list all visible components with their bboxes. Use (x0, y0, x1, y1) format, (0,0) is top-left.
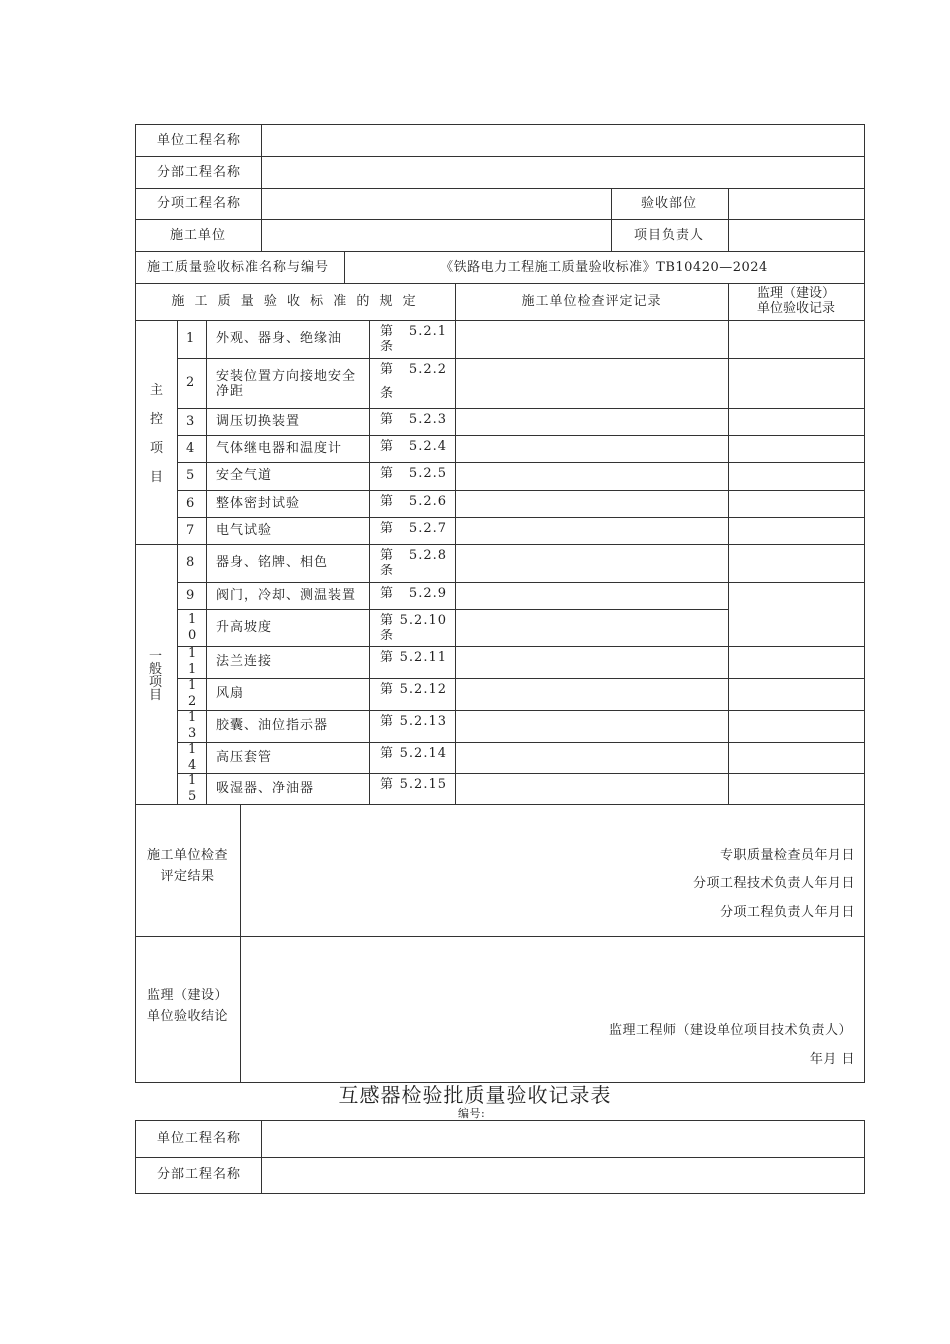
row-number: 9 (186, 587, 196, 603)
main-control-group-label: 项 (150, 441, 165, 456)
row-number: 1 (186, 331, 196, 346)
table-border (177, 320, 178, 805)
table-border (728, 435, 865, 436)
row-number: 5 (188, 788, 198, 804)
row-item-name: 高压套管 (216, 749, 273, 765)
row-item-name: 气体继电器和温度计 (216, 440, 343, 456)
row-clause-number: 5.2.4 (408, 438, 447, 454)
row-number: 1 (188, 646, 198, 661)
inspector-signature-line: 专职质量检查员年月日 (719, 848, 855, 863)
standard-label: 施工质量验收标准名称与编号 (147, 260, 330, 275)
row-clause-prefix: 第 (380, 746, 395, 761)
row-clause-number: 5.2.15 (399, 777, 447, 792)
main-control-group-label: 目 (150, 470, 165, 485)
row-item-name: 外观、器身、绝缘油 (216, 331, 343, 346)
row-clause-number: 5.2.13 (399, 714, 447, 729)
table-border (135, 283, 865, 284)
row-number: 1 (188, 611, 198, 627)
supervision-header-line2: 单位验收记录 (756, 301, 835, 316)
row-number: 7 (186, 522, 196, 538)
row-clause-prefix: 第 (380, 411, 395, 427)
table-border (206, 320, 207, 805)
main-control-group-label: 控 (150, 412, 165, 427)
row-number: 0 (188, 627, 198, 643)
table-border (728, 462, 865, 463)
table-border (728, 773, 865, 774)
table-border (728, 742, 865, 743)
table-border (177, 435, 729, 436)
row-clause-prefix: 第 (380, 714, 395, 729)
table-border (728, 408, 865, 409)
table-border (611, 188, 612, 252)
row-item-name: 阀门，冷却、测温装置 (216, 587, 357, 603)
supervision-conclusion-label-line1: 监理（建设） (146, 988, 228, 1003)
supervision-engineer-signature-line: 监理工程师（建设单位项目技术负责人） (608, 1023, 852, 1038)
row-item-name: 整体密封试验 (216, 495, 301, 511)
row-item-name: 安全气道 (216, 468, 273, 483)
row-number: 1 (188, 741, 198, 757)
check-result-label-line1: 施工单位检查 (146, 848, 228, 863)
table-border (135, 124, 865, 125)
row-clause-prefix: 第 (380, 613, 395, 628)
row-clause-suffix: 条 (380, 340, 395, 354)
row-clause-number: 5.2.9 (408, 585, 447, 601)
table-border (728, 188, 729, 252)
row-clause-prefix: 第 (380, 493, 395, 509)
project-manager-label: 项目负责人 (634, 228, 705, 243)
table-border (135, 804, 865, 805)
table-border (135, 544, 865, 545)
table-border (864, 124, 865, 1083)
row-number: 8 (186, 555, 196, 570)
table-border (177, 710, 729, 711)
table-border (135, 320, 865, 321)
row-clause-prefix: 第 (380, 682, 395, 697)
sub-project-label: 分部工程名称 (157, 165, 242, 180)
row-item-name: 胶囊、油位指示器 (216, 718, 329, 733)
row-number: 3 (188, 726, 198, 741)
check-result-label-line2: 评定结果 (160, 869, 215, 884)
supervision-conclusion-label-line2: 单位验收结论 (146, 1009, 228, 1024)
row-item-name: 器身、铭牌、相色 (216, 555, 329, 570)
accept-part-label: 验收部位 (641, 196, 698, 211)
item-lead-signature-line: 分项工程负责人年月日 (719, 905, 855, 920)
row-number: 2 (186, 375, 196, 390)
row-clause-number: 5.2.11 (399, 650, 447, 665)
row-clause-prefix: 第 (380, 324, 395, 339)
table-border (728, 490, 865, 491)
table-border (177, 358, 729, 359)
table-border (177, 609, 729, 610)
form-title: 互感器检验批质量验收记录表 (338, 1083, 612, 1107)
table-border (728, 517, 865, 518)
table-border (135, 219, 865, 220)
table-border (177, 678, 729, 679)
row-clause-number: 5.2.10 (399, 613, 447, 628)
check-record-column-header: 施工单位检查评定记录 (521, 294, 662, 309)
row-item-name: 吸湿器、净油器 (216, 780, 315, 796)
table-border (177, 582, 729, 583)
table-border (240, 804, 241, 1083)
row-clause-number: 5.2.12 (399, 682, 447, 697)
table-border (261, 124, 262, 252)
row-item-name: 法兰连接 (216, 654, 273, 669)
row-clause-suffix: 条 (380, 564, 395, 578)
row-clause-number: 5.2.3 (408, 411, 447, 427)
table-border (177, 462, 729, 463)
table-border (135, 251, 865, 252)
row-clause-prefix: 第 (380, 650, 395, 665)
row-number: 6 (186, 495, 196, 511)
row-number: 1 (188, 678, 198, 693)
table-border (135, 188, 865, 189)
row-number: 5 (186, 468, 196, 483)
row-clause-prefix: 第 (380, 548, 395, 563)
table-border (177, 490, 729, 491)
table-border (135, 1120, 865, 1121)
table-border (369, 320, 370, 805)
row-number: 3 (186, 413, 196, 429)
row-number: 1 (188, 710, 198, 725)
row-clause-number: 5.2.2 (408, 362, 447, 377)
standard-value: 《铁路电力工程施工质量验收标准》TB10420—2024 (440, 260, 768, 275)
table-border (261, 1120, 262, 1194)
table-border (177, 773, 729, 774)
table-border (728, 358, 865, 359)
table-border (728, 710, 865, 711)
tech-lead-signature-line: 分项工程技术负责人年月日 (692, 876, 855, 891)
row-clause-suffix: 条 (380, 386, 395, 401)
row-item-name: 风扇 (216, 686, 245, 701)
row-clause-prefix: 第 (380, 438, 395, 454)
table-border (177, 742, 729, 743)
table-border (135, 124, 136, 1083)
table-border (135, 1193, 865, 1194)
table-border (728, 582, 865, 583)
row-item-name: 安装位置方向接地安全净距 (216, 369, 357, 399)
row-clause-prefix: 第 (380, 466, 395, 481)
table-border (177, 408, 729, 409)
unit-project-label: 单位工程名称 (157, 133, 242, 148)
item-project-label: 分项工程名称 (157, 196, 242, 211)
row-clause-prefix: 第 (380, 520, 395, 536)
form-number-label: 编号: (458, 1107, 486, 1120)
row-clause-number: 5.2.14 (399, 746, 447, 761)
table-border (177, 517, 729, 518)
row-clause-prefix: 第 (380, 362, 395, 377)
table-border (728, 678, 865, 679)
table-border (135, 1157, 865, 1158)
row-clause-prefix: 第 (380, 777, 395, 792)
row-item-name: 调压切换装置 (216, 413, 301, 429)
spec-column-header: 施 工 质 量 验 收 标 准 的 规 定 (171, 294, 419, 309)
row-clause-number: 5.2.6 (408, 493, 447, 509)
table-border (135, 156, 865, 157)
row-clause-number: 5.2.5 (408, 466, 447, 481)
supervision-header-line1: 监理（建设） (756, 286, 835, 301)
row-number: 4 (188, 757, 198, 773)
table-border (864, 1120, 865, 1194)
row-item-name: 电气试验 (216, 522, 273, 538)
general-items-group-label: 一般项目 (149, 649, 163, 703)
row-clause-prefix: 第 (380, 585, 395, 601)
form2-sub-project-label: 分部工程名称 (157, 1167, 242, 1182)
main-control-group-label: 主 (150, 383, 165, 398)
row-number: 4 (186, 440, 196, 456)
row-clause-number: 5.2.7 (408, 520, 447, 536)
construction-unit-label: 施工单位 (170, 228, 227, 243)
table-border (135, 936, 865, 937)
row-item-name: 升高坡度 (216, 619, 273, 635)
row-number: 2 (188, 694, 198, 709)
form2-unit-project-label: 单位工程名称 (157, 1131, 242, 1146)
row-clause-number: 5.2.8 (408, 548, 447, 563)
row-number: 1 (188, 772, 198, 788)
table-border (728, 646, 865, 647)
row-clause-number: 5.2.1 (408, 324, 447, 339)
row-clause-suffix: 条 (380, 629, 395, 643)
supervision-date-line: 年月 日 (809, 1052, 855, 1067)
table-border (177, 646, 729, 647)
table-border (135, 1120, 136, 1194)
row-number: 1 (188, 662, 198, 677)
